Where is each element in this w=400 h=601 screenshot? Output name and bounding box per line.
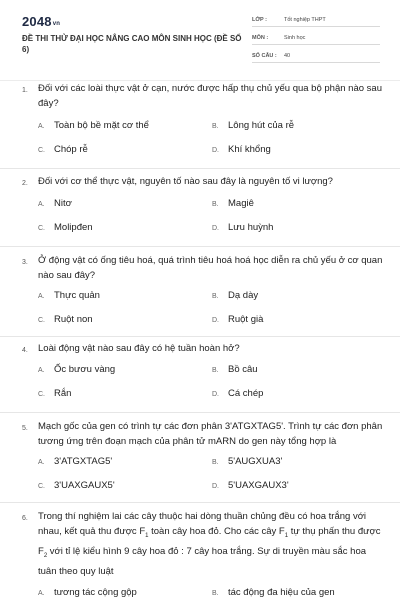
question-number: 1. <box>22 87 28 94</box>
question-number: 6. <box>22 515 28 522</box>
option-c[interactable]: C. Ruột non <box>38 314 93 325</box>
option-d[interactable]: D. Ruột già <box>212 314 264 325</box>
meta-question-count: SỐ CÂU : 40 <box>252 49 380 63</box>
question-2 <box>0 169 400 247</box>
meta-class: LỚP : Tốt nghiệp THPT <box>252 13 380 27</box>
exam-title: ĐỀ THI THỬ ĐẠI HỌC NÂNG CAO MÔN SINH HỌC (ĐỀ SỐ 6) <box>22 34 242 54</box>
option-a[interactable]: A. Nitơ <box>38 198 72 209</box>
exam-header <box>0 0 400 78</box>
question-1 <box>0 81 400 169</box>
question-3 <box>0 247 400 337</box>
question-5 <box>0 413 400 503</box>
option-a[interactable]: A. 3'ATGXTAG5' <box>38 456 113 467</box>
option-b[interactable]: B. Bồ câu <box>212 364 258 375</box>
question-number: 3. <box>22 259 28 266</box>
question-text: Ở động vật có ống tiêu hoá, quá trình tiêu hoá hoá học diễn ra chủ yếu ở cơ quan nào sau đây? <box>38 255 383 281</box>
option-c[interactable]: C. Molipđen <box>38 222 93 233</box>
option-a[interactable]: A. Ốc bươu vàng <box>38 364 116 375</box>
question-text: Đối với các loài thực vật ở cạn, nước được hấp thụ chủ yếu qua bộ phận nào sau đây? <box>38 83 382 109</box>
option-a[interactable]: A. tương tác cộng gộp <box>38 587 137 598</box>
question-text: Đối với cơ thể thực vật, nguyên tố nào sau đây là nguyên tố vi lượng? <box>38 176 333 187</box>
option-a[interactable]: A. Thực quản <box>38 290 100 301</box>
question-number: 2. <box>22 180 28 187</box>
question-text: Loài động vật nào sau đây có hệ tuần hoàn hở? <box>38 343 240 354</box>
option-a[interactable]: A. Toàn bộ bề mặt cơ thể <box>38 120 149 131</box>
option-b[interactable]: B. Dạ dày <box>212 290 259 301</box>
option-d[interactable]: D. Cá chép <box>212 388 264 399</box>
option-d[interactable]: D. Khí khổng <box>212 144 271 155</box>
question-text: Trong thí nghiệm lai các cây thuộc hai dòng thuần chủng đều có hoa trắng với nhau, kết quả thu được $F_1$ toàn cây hoa đỏ. Cho các cây $F_1$ tự thụ phấn thu được $F_2$ với tỉ lệ kiểu hình 9 cây hoa đỏ : 7 cây hoa trắng. Sự di truyền màu sắc hoa tuân theo quy luật <box>38 511 381 577</box>
option-c[interactable]: C. Chóp rễ <box>38 144 88 155</box>
site-logo[interactable]: 2048vn <box>22 14 61 29</box>
meta-subject: MÔN : Sinh học <box>252 31 380 45</box>
exam-meta <box>252 13 380 67</box>
question-6 <box>0 503 400 601</box>
question-text: Mạch gốc của gen có trình tự các đơn phân 3'ATGXTAG5'. Trình tự các đơn phân tương ứng trên đoạn mạch của phân tử mARN do gen này tổng hợp là <box>38 421 383 447</box>
question-list <box>0 80 400 600</box>
option-d[interactable]: D. Lưu huỳnh <box>212 222 274 233</box>
question-4 <box>0 337 400 413</box>
option-c[interactable]: C. Rắn <box>38 388 72 399</box>
option-b[interactable]: B. Lông hút của rễ <box>212 120 295 131</box>
option-b[interactable]: B. Magiê <box>212 198 254 209</box>
question-number: 4. <box>22 347 28 354</box>
option-b[interactable]: B. tác động đa hiệu của gen <box>212 587 335 598</box>
option-d[interactable]: D. 5'UAXGAUX3' <box>212 480 289 491</box>
option-b[interactable]: B. 5'AUGXUA3' <box>212 456 283 467</box>
option-c[interactable]: C. 3'UAXGAUX5' <box>38 480 115 491</box>
question-number: 5. <box>22 425 28 432</box>
